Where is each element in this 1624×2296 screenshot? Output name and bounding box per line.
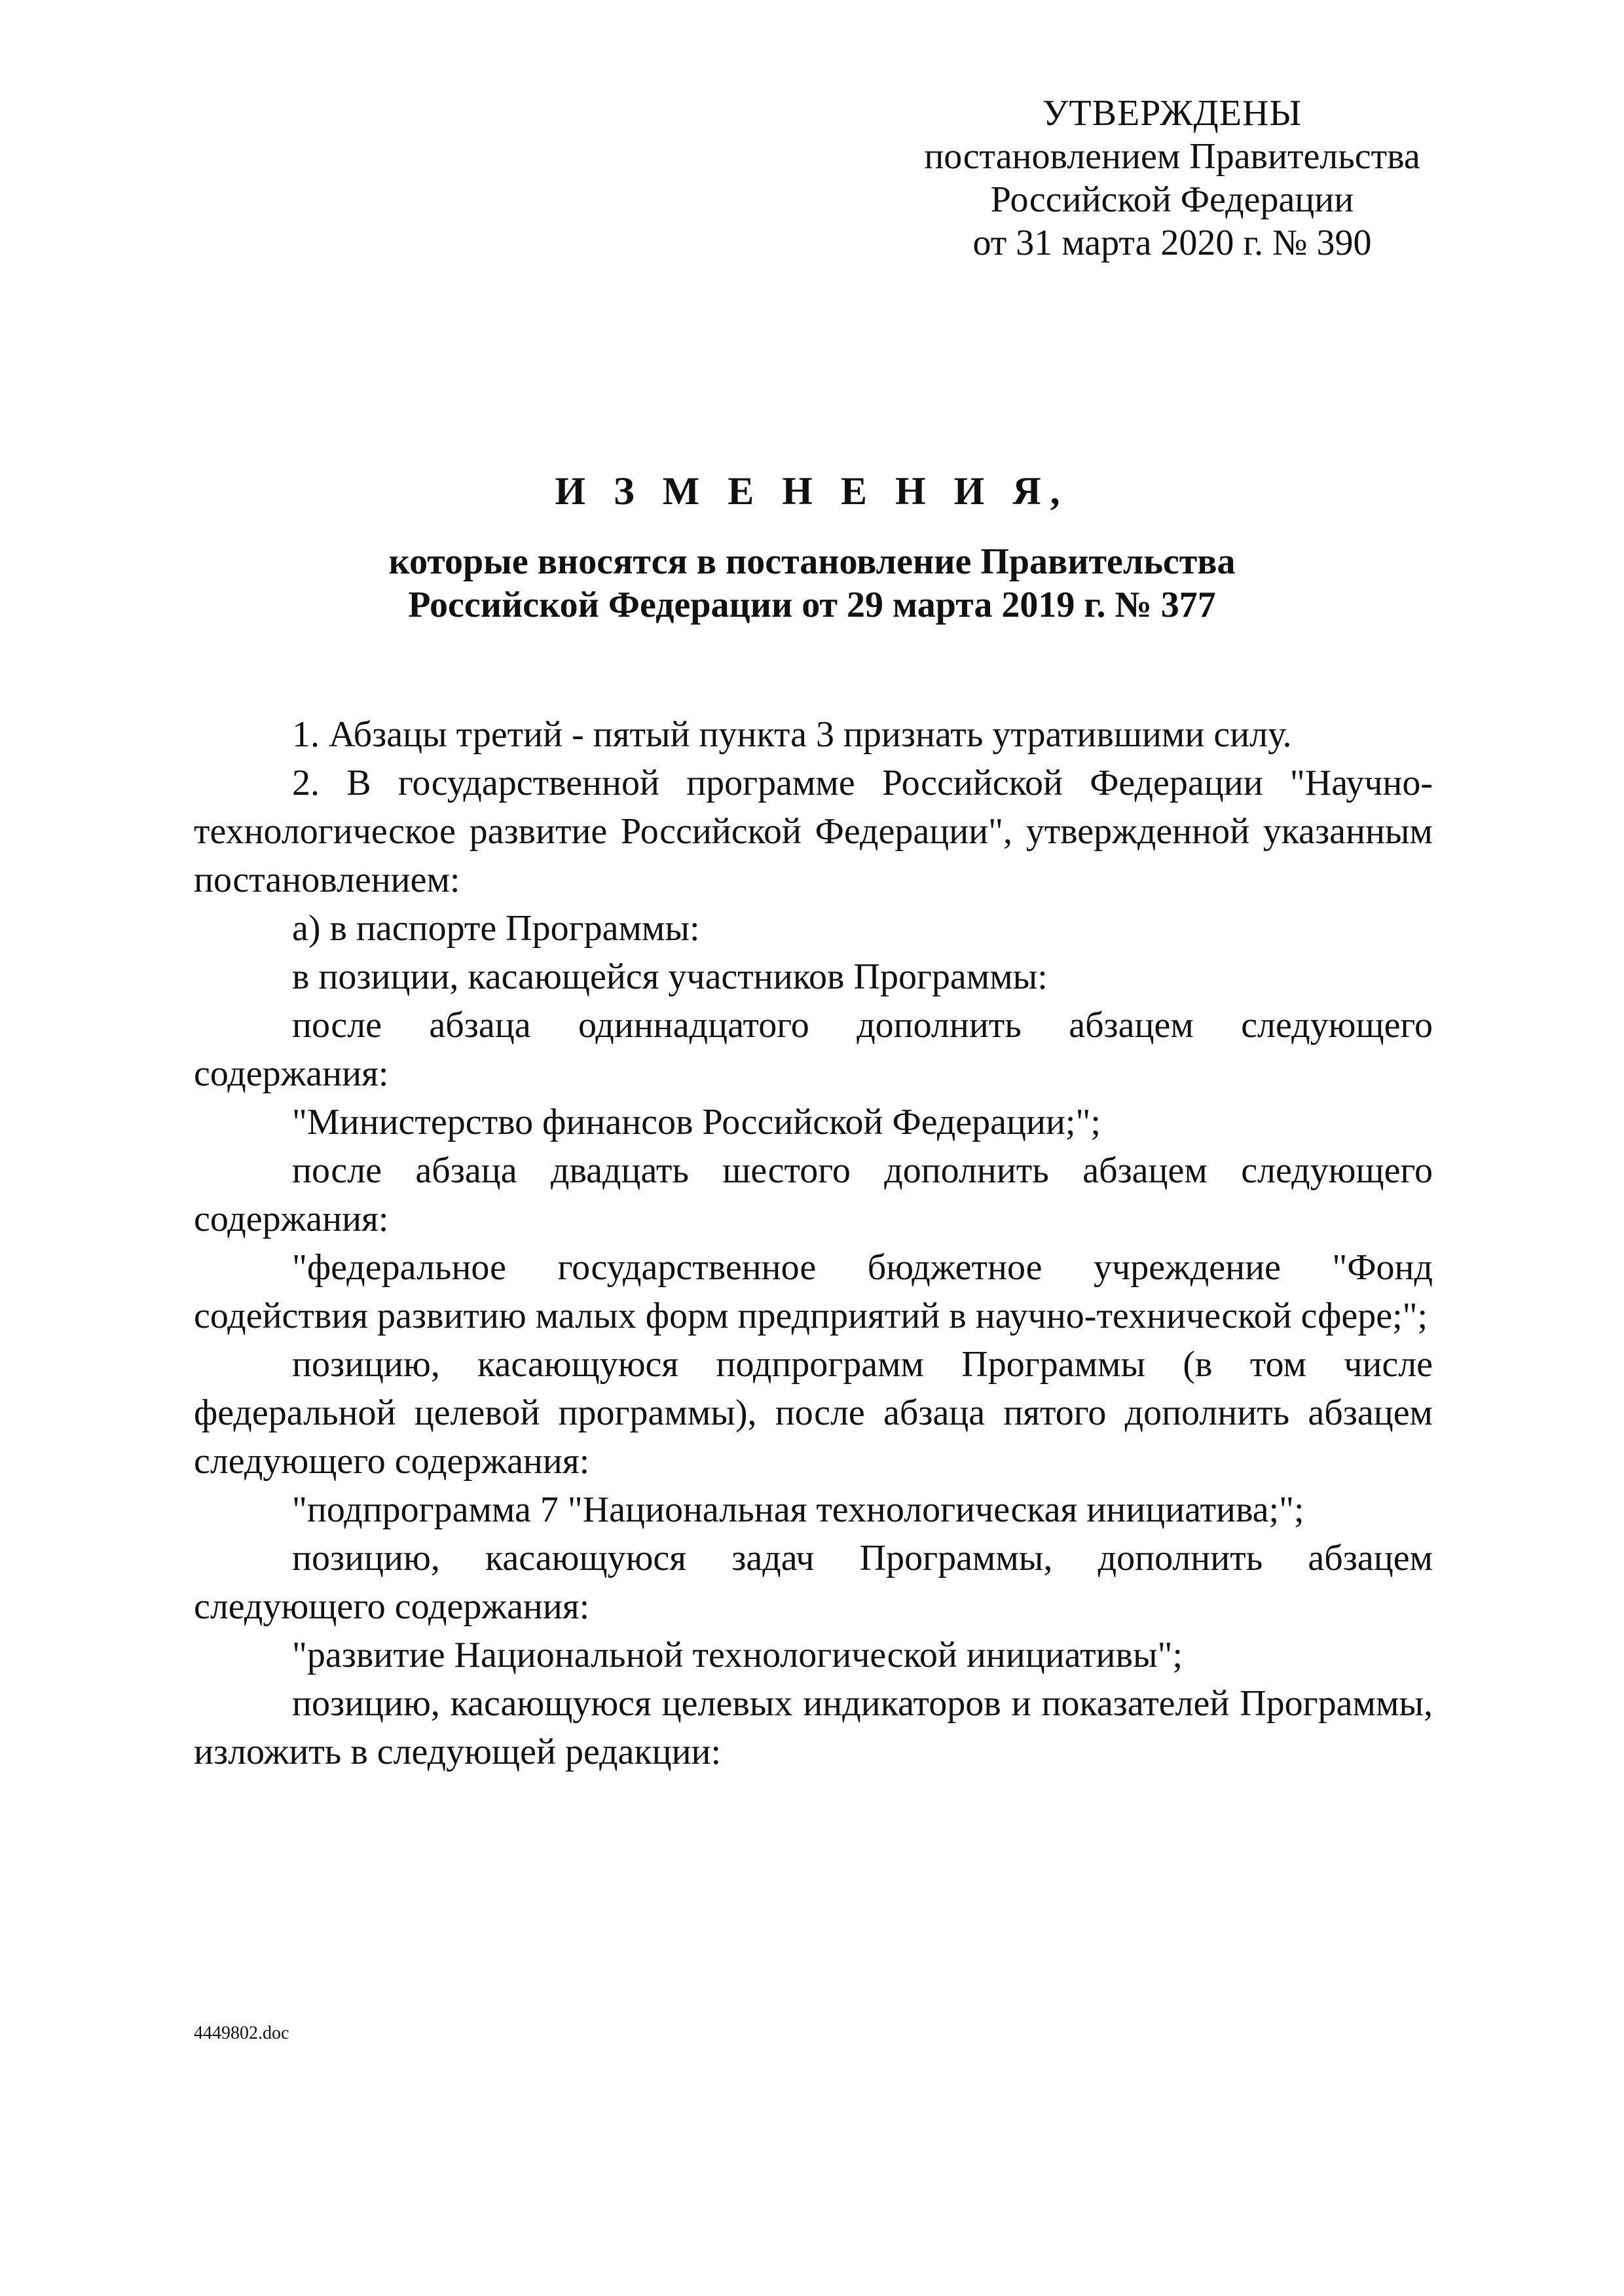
- paragraph: "подпрограмма 7 "Национальная технологическая инициатива;";: [292, 1489, 1304, 1530]
- paragraph: в позиции, касающейся участников Программы:: [292, 957, 1048, 997]
- approval-line-2: Российской Федерации: [990, 179, 1354, 220]
- document-file-id: 4449802.doc: [194, 2023, 289, 2043]
- paragraph: "федеральное государственное бюджетное учреждение "Фонд содействия развитию малых форм предприятий в научно-технической сфере;";: [194, 1247, 1433, 1336]
- title-heading: И З М Е Н Е Н И Я,: [555, 469, 1069, 513]
- paragraph: "развитие Национальной технологической инициативы";: [292, 1635, 1183, 1675]
- approval-heading: УТВЕРЖДЕНЫ: [1042, 93, 1302, 134]
- document-title: [190, 468, 1434, 627]
- approval-line-3: от 31 марта 2020 г. № 390: [972, 223, 1372, 263]
- paragraph: после абзаца двадцать шестого дополнить абзацем следующего содержания:: [194, 1150, 1433, 1239]
- paragraph: 2. В государственной программе Российской Федерации "Научно-технологическое развитие Российской Федерации", утвержденной указанным постановлением:: [194, 763, 1433, 900]
- title-subtitle-line-2: Российской Федерации от 29 марта 2019 г. № 377: [408, 585, 1216, 625]
- paragraph: а) в паспорте Программы:: [292, 908, 700, 949]
- paragraph: после абзаца одиннадцатого дополнить абзацем следующего содержания:: [194, 1005, 1433, 1094]
- paragraph: "Министерство финансов Российской Федерации;";: [292, 1102, 1101, 1142]
- paragraph: позицию, касающуюся подпрограмм Программы (в том числе федеральной целевой программы), после абзаца пятого дополнить абзацем следующего содержания:: [194, 1344, 1433, 1482]
- document-body: [194, 710, 1433, 1776]
- title-subtitle-line-1: которые вносятся в постановление Правительства: [388, 541, 1236, 582]
- approval-line-1: постановлением Правительства: [924, 136, 1420, 177]
- paragraph: позицию, касающуюся целевых индикаторов и показателей Программы, изложить в следующей редакции:: [194, 1683, 1433, 1772]
- approval-stamp: [877, 92, 1467, 264]
- paragraph: 1. Абзацы третий - пятый пункта 3 признать утратившими силу.: [292, 714, 1292, 755]
- paragraph: позицию, касающуюся задач Программы, дополнить абзацем следующего содержания:: [194, 1538, 1433, 1627]
